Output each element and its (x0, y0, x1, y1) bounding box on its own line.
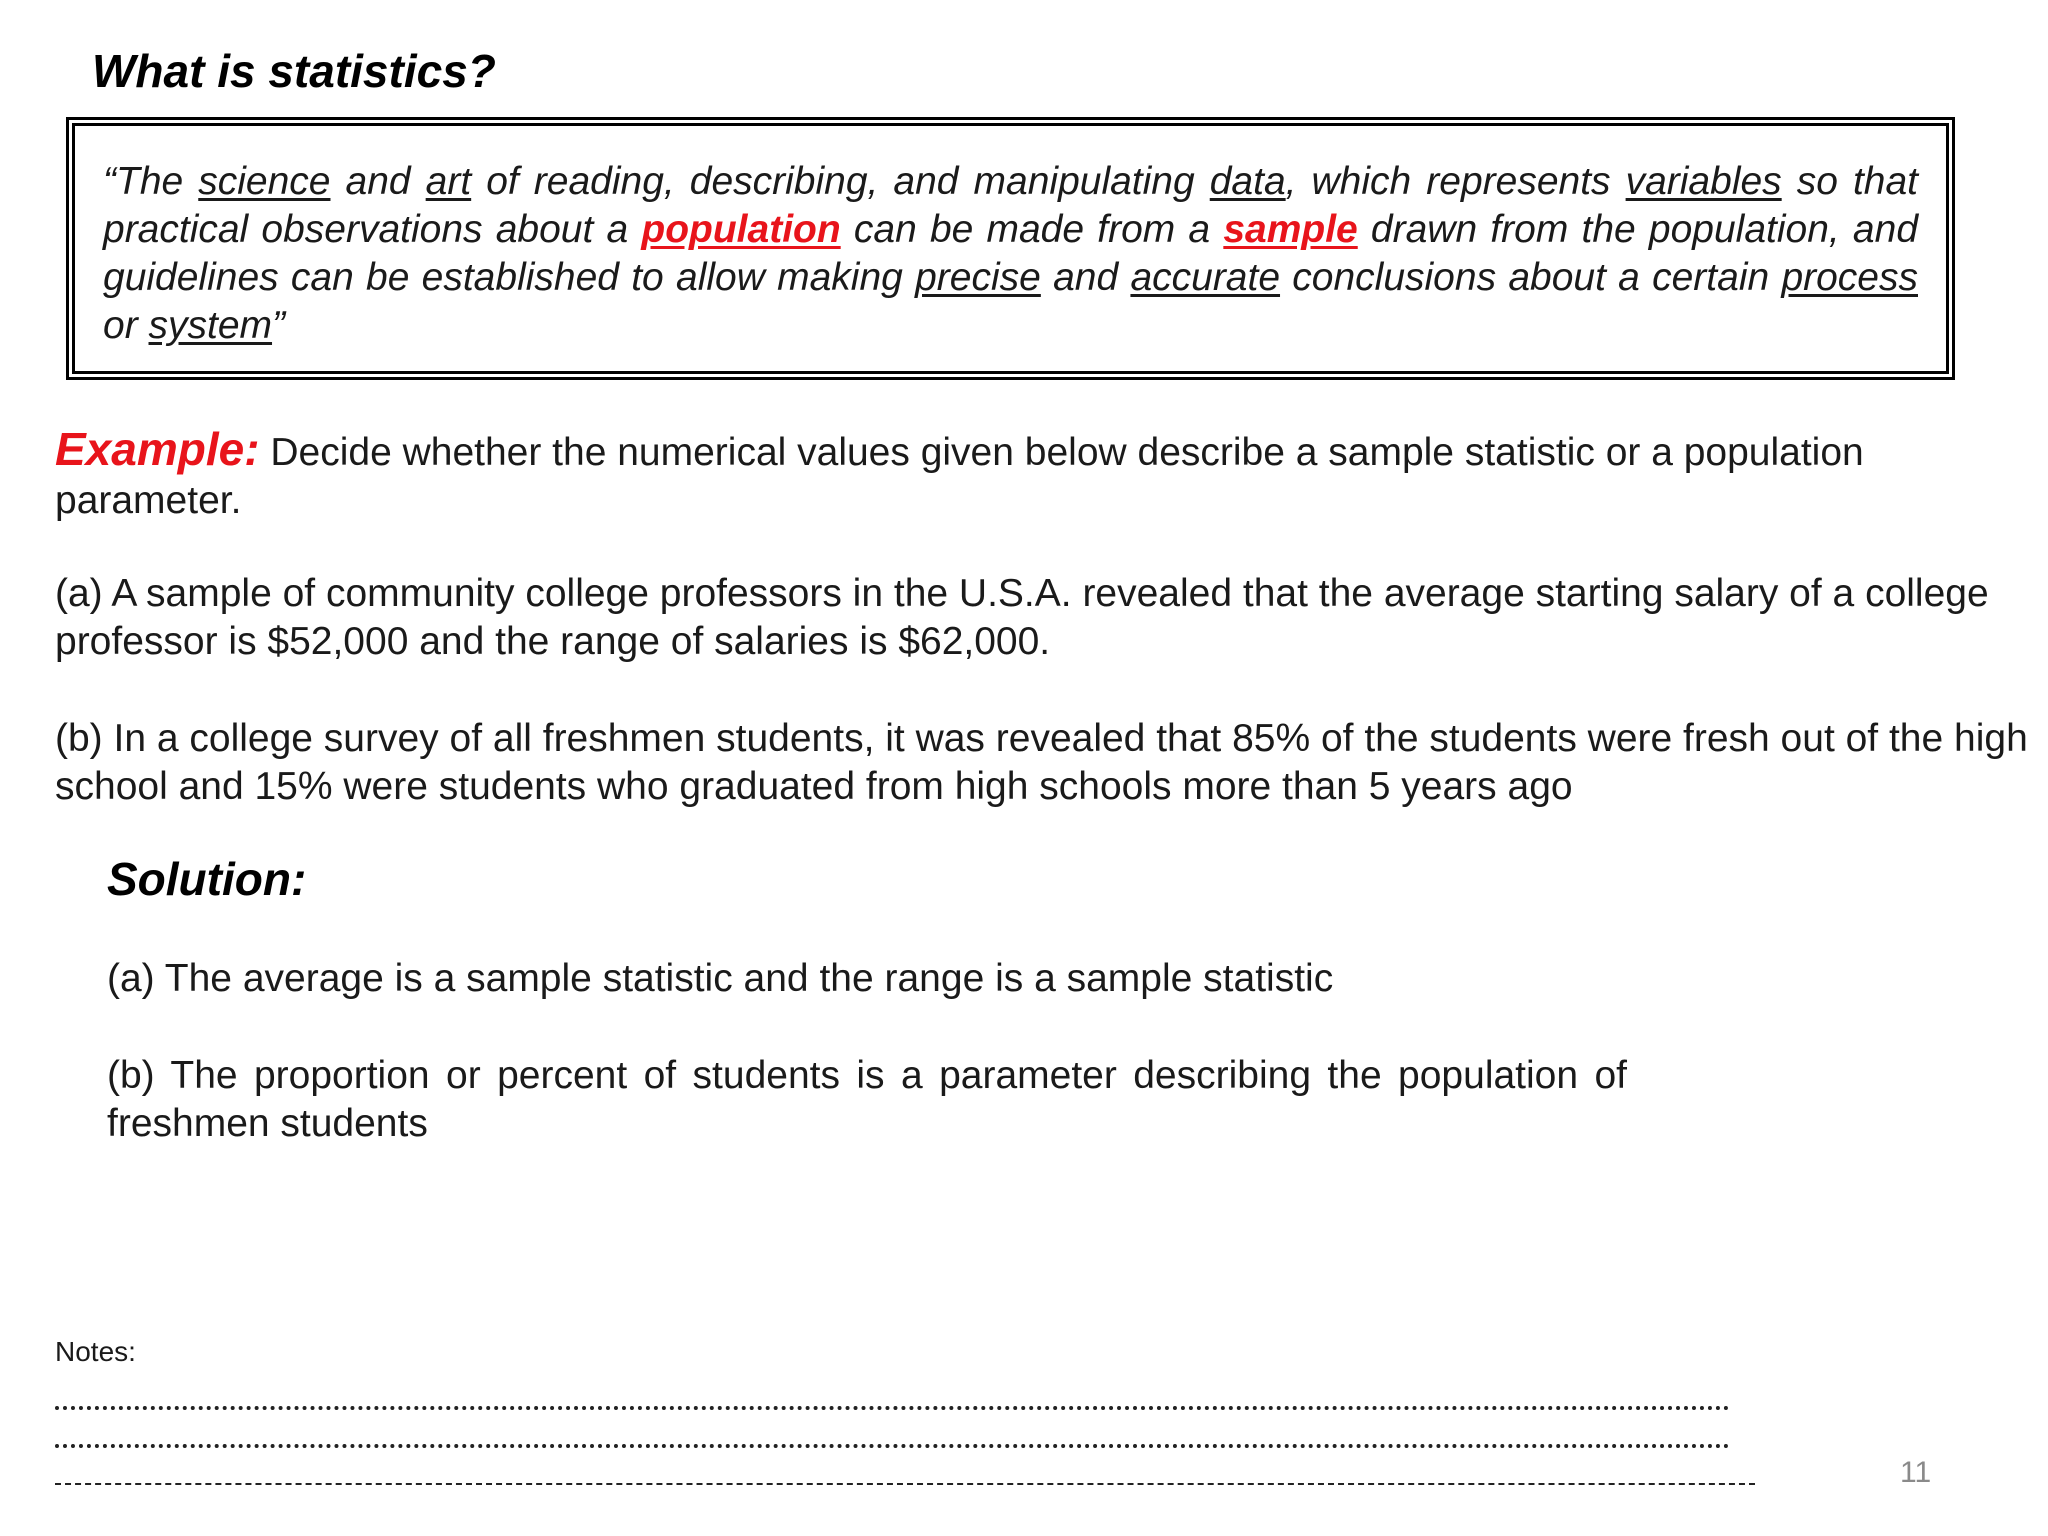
notes-dotted-line-1 (55, 1406, 1730, 1410)
definition-box (66, 117, 1955, 380)
example-text: Decide whether the numerical values given below describe a sample statistic or a population parameter. (55, 431, 1864, 522)
slide-heading: What is statistics? (92, 45, 496, 97)
notes-dashed-line (55, 1483, 1755, 1485)
definition-quote (103, 158, 1918, 350)
term-data: data (1209, 160, 1286, 203)
term-precise: precise (915, 256, 1041, 299)
page-number: 11 (1900, 1456, 1932, 1489)
question-part-a: (a) A sample of community college professors in the U.S.A. revealed that the average starting salary of a college professor is $52,000 and the range of salaries is $62,000. (55, 572, 1989, 663)
example-paragraph (55, 425, 1995, 525)
term-accurate: accurate (1130, 256, 1281, 299)
def-text-6: can be made from a (840, 208, 1224, 251)
term-art: art (425, 160, 472, 203)
term-science: science (198, 160, 331, 203)
term-process: process (1781, 256, 1918, 299)
open-quote: “ (103, 160, 116, 203)
def-text-7: drawn from the population, and guidelines can be established to allow making (103, 208, 1919, 299)
close-quote: ” (272, 304, 286, 347)
term-population: population (641, 208, 841, 251)
notes-dotted-line-2 (55, 1444, 1730, 1448)
def-text-9: conclusions about a certain (1280, 256, 1782, 299)
term-system: system (148, 304, 273, 347)
def-text-10: or (103, 304, 149, 347)
question-part-b: (b) In a college survey of all freshmen students, it was revealed that 85% of the students were fresh out of the high school and 15% were students who graduated from high schools more than 5 years ago (55, 717, 2028, 808)
solution-part-b: (b) The proportion or percent of students is a parameter describing the population of freshmen students (107, 1054, 1627, 1145)
solution-part-a: (a) The average is a sample statistic and the range is a sample statistic (107, 957, 1334, 1000)
def-text-4: , which represents (1285, 160, 1626, 203)
term-variables: variables (1625, 160, 1782, 203)
solution-title: Solution: (107, 853, 307, 905)
notes-label: Notes: (55, 1336, 136, 1367)
def-text-2: and (330, 160, 426, 203)
example-label: Example: (55, 423, 260, 475)
def-text-5: so that practical observations about a (103, 160, 1919, 251)
def-text-3: of reading, describing, and manipulating (471, 160, 1210, 203)
term-sample: sample (1223, 208, 1358, 251)
def-text-8: and (1040, 256, 1131, 299)
def-text-1: The (116, 160, 199, 203)
